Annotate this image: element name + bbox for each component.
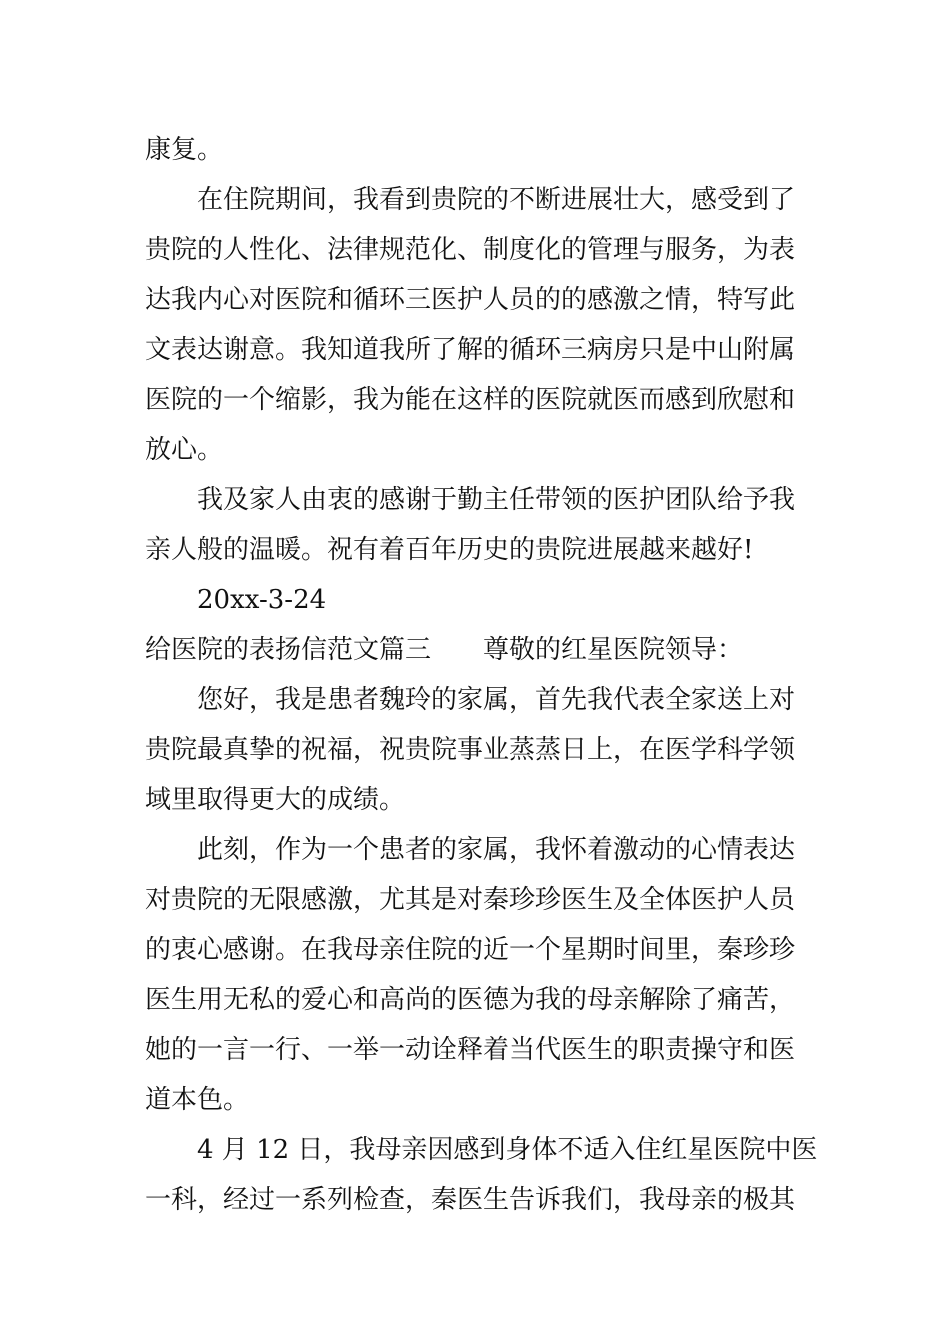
paragraph-line: 您好，我是患者魏玲的家属，首先我代表全家送上对 [197, 685, 796, 715]
paragraph-line: 她的一言一行、一举一动诠释着当代医生的职责操守和医 [145, 1035, 796, 1065]
paragraph-line: 4 月 12 日，我母亲因感到身体不适入住红星医院中医 [197, 1135, 817, 1165]
paragraph-line: 亲人般的温暖。祝有着百年历史的贵院进展越来越好! [145, 535, 754, 565]
letter-salutation: 尊敬的红星医院领导： [483, 635, 744, 665]
paragraph-line: 康复。 [145, 135, 224, 165]
paragraph-line: 对贵院的无限感激，尤其是对秦珍珍医生及全体医护人员 [145, 885, 796, 915]
paragraph-line: 道本色。 [145, 1085, 250, 1115]
paragraph-line: 贵院的人性化、法律规范化、制度化的管理与服务，为表 [145, 235, 796, 265]
paragraph-line: 医生用无私的爱心和高尚的医德为我的母亲解除了痛苦， [145, 985, 796, 1015]
paragraph-line: 的衷心感谢。在我母亲住院的近一个星期时间里，秦珍珍 [145, 935, 796, 965]
paragraph-line: 一科，经过一系列检查，秦医生告诉我们，我母亲的极其 [145, 1185, 796, 1215]
section-title: 给医院的表扬信范文篇三 [145, 635, 432, 665]
letter-date: 20xx-3-24 [197, 585, 327, 615]
paragraph-line: 在住院期间，我看到贵院的不断进展壮大，感受到了 [197, 185, 796, 215]
paragraph-line: 我及家人由衷的感谢于勤主任带领的医护团队给予我 [197, 485, 796, 515]
paragraph-line: 达我内心对医院和循环三医护人员的的感激之情，特写此 [145, 285, 796, 315]
paragraph-line: 文表达谢意。我知道我所了解的循环三病房只是中山附属 [145, 335, 796, 365]
paragraph-line: 医院的一个缩影，我为能在这样的医院就医而感到欣慰和 [145, 385, 796, 415]
paragraph-line: 贵院最真挚的祝福，祝贵院事业蒸蒸日上，在医学科学领 [145, 735, 796, 765]
section-heading-line [145, 632, 815, 668]
paragraph-line: 放心。 [145, 435, 224, 465]
paragraph-line: 域里取得更大的成绩。 [145, 785, 406, 815]
paragraph-line: 此刻，作为一个患者的家属，我怀着激动的心情表达 [197, 835, 796, 865]
